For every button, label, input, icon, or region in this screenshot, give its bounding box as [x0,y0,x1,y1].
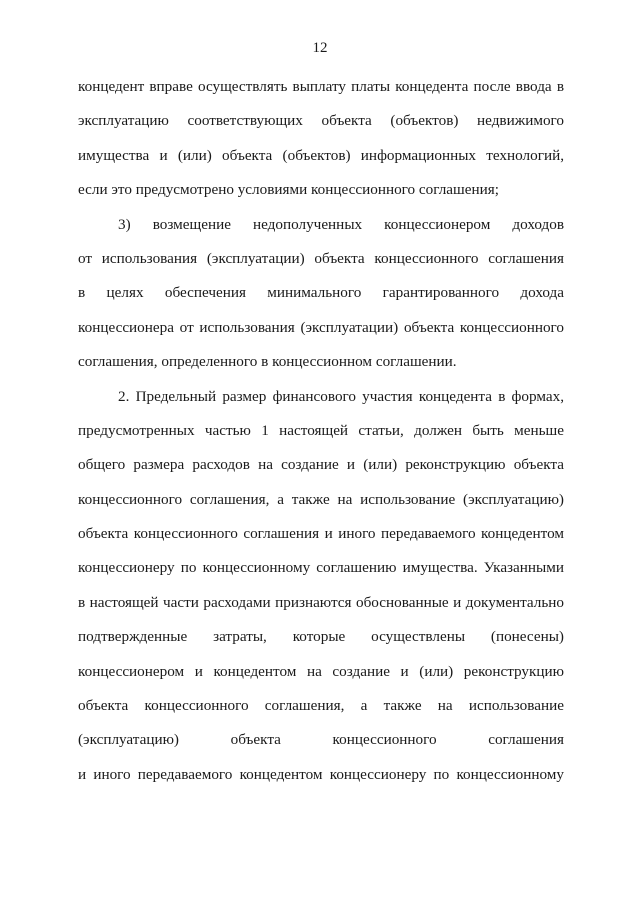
text-line: 3) возмещение недополученных концессионером доходов [118,215,564,233]
text-line: объекта концессионного соглашения, а также на использование [78,697,564,715]
document-body [78,76,564,798]
text-line: от использования (эксплуатации) объекта концессионного соглашения [78,249,564,267]
text-line: имущества и (или) объекта (объектов) информационных технологий, [78,146,564,164]
text-line: общего размера расходов на создание и (или) реконструкцию объекта [78,456,564,474]
text-line: в настоящей части расходами признаются обоснованные и документально [78,593,564,611]
text-line: предусмотренных частью 1 настоящей статьи, должен быть меньше [78,421,564,439]
text-line: объекта концессионного соглашения и иного передаваемого концедентом [78,525,564,543]
text-line: концессионеру по концессионному соглашению имущества. Указанными [78,559,564,577]
text-line: концессионером и концедентом на создание и (или) реконструкцию [78,662,564,680]
text-line: концессионного соглашения, а также на использование (эксплуатацию) [78,490,564,508]
text-line: (эксплуатацию) объекта концессионного соглашения [78,731,564,749]
text-line: концедент вправе осуществлять выплату платы концедента после ввода в [78,78,564,95]
text-line: 2. Предельный размер финансового участия концедента в формах, [118,387,564,405]
text-line: соглашения, определенного в концессионном соглашении. [78,353,457,371]
text-line: в целях обеспечения минимального гарантированного дохода [78,284,564,302]
text-line: и иного передаваемого концедентом концессионеру по концессионному [78,765,564,783]
text-line: эксплуатацию соответствующих объекта (объектов) недвижимого [78,112,564,130]
page-number: 12 [312,40,328,56]
text-line: если это предусмотрено условиями концессионного соглашения; [78,181,499,199]
text-line: концессионера от использования (эксплуатации) объекта концессионного [78,318,564,336]
text-line: подтвержденные затраты, которые осуществлены (понесены) [78,628,564,646]
